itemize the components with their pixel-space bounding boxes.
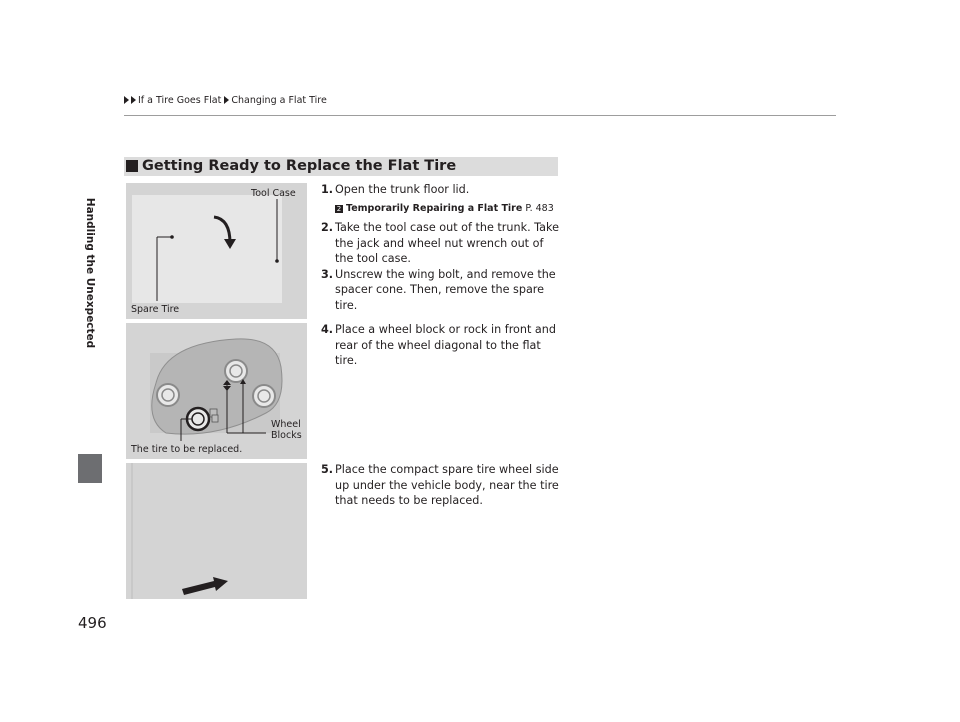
chapter-side-label (78, 95, 102, 450)
trunk-drawing (126, 183, 307, 319)
wheel-blocks-label (271, 419, 302, 441)
steps-group-1 (321, 182, 561, 313)
step-text: Place the compact spare tire wheel side up under the vehicle body, near the tire that needs to be replaced. (335, 463, 559, 507)
step-item (321, 267, 561, 314)
spare-tire-label: Spare Tire (131, 304, 180, 315)
step-text: Open the trunk floor lid. (335, 183, 470, 196)
step-text: Take the tool case out of the trunk. Take the jack and wheel nut wrench out of the tool case. (335, 221, 559, 265)
section-title: Getting Ready to Replace the Flat Tire (142, 158, 457, 174)
step-number: 1. (321, 183, 334, 196)
steps-group-3 (321, 462, 561, 509)
breadcrumb-item[interactable]: If a Tire Goes Flat (138, 95, 222, 106)
reference-page: P. 483 (525, 202, 554, 214)
breadcrumb-item[interactable]: Changing a Flat Tire (231, 95, 327, 106)
step-item (321, 322, 561, 369)
reference-link[interactable] (321, 201, 561, 217)
step-item (321, 462, 561, 509)
breadcrumb-arrow-icon (224, 96, 229, 104)
wheel-blocks-label-line: Blocks (271, 430, 302, 441)
breadcrumb (124, 95, 327, 106)
step-number: 5. (321, 463, 334, 476)
breadcrumb-arrow-icon (131, 96, 136, 104)
spare-placement-drawing (126, 463, 307, 599)
steps-group-2 (321, 322, 561, 369)
illustration-trunk (126, 183, 307, 319)
step-text: Place a wheel block or rock in front and rear of the wheel diagonal to the flat tire. (335, 323, 556, 367)
step-item (321, 220, 561, 267)
reference-title[interactable]: Temporarily Repairing a Flat Tire (346, 202, 523, 214)
chapter-tab[interactable] (78, 454, 102, 483)
page-number: 496 (78, 614, 107, 632)
step-number: 3. (321, 267, 334, 281)
illustration-wheel-blocks (126, 323, 307, 459)
step-number: 2. (321, 221, 334, 234)
wheel-blocks-label-line: Wheel (271, 419, 301, 430)
section-square-icon (126, 160, 138, 172)
tire-to-replace-label: The tire to be replaced. (131, 444, 243, 455)
header-rule (124, 115, 836, 116)
chapter-label-text: Handling the Unexpected (84, 197, 96, 349)
breadcrumb-arrow-icon (124, 96, 129, 104)
step-text: Unscrew the wing bolt, and remove the spacer cone. Then, remove the spare tire. (335, 267, 556, 312)
illustration-spare-placement (126, 463, 307, 599)
step-item (321, 182, 561, 198)
step-number: 4. (321, 323, 334, 336)
reference-arrow-icon: 2 (336, 204, 342, 213)
tool-case-label: Tool Case (251, 188, 296, 199)
section-header (124, 157, 558, 176)
